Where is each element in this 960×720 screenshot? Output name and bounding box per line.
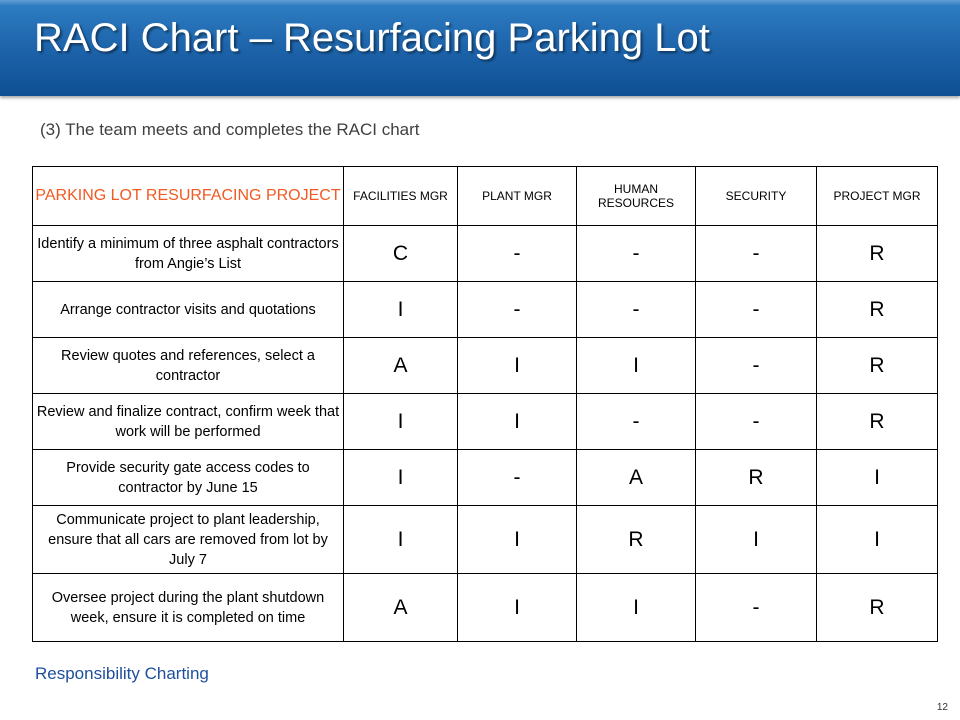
table-row: [33, 394, 938, 450]
raci-code-cell: I: [458, 394, 577, 450]
raci-code-cell: I: [458, 574, 577, 642]
raci-code-cell: R: [817, 338, 938, 394]
task-cell: Review and finalize contract, confirm week that work will be performed: [33, 394, 344, 450]
task-cell: Identify a minimum of three asphalt contractors from Angie’s List: [33, 226, 344, 282]
raci-code-cell: I: [344, 450, 458, 506]
raci-code-cell: R: [817, 394, 938, 450]
task-cell: Provide security gate access codes to contractor by June 15: [33, 450, 344, 506]
raci-code-cell: -: [458, 282, 577, 338]
raci-code-cell: -: [696, 226, 817, 282]
raci-code-cell: R: [817, 282, 938, 338]
table-row: [33, 226, 938, 282]
slide-subtitle: (3) The team meets and completes the RACI chart: [40, 120, 420, 139]
raci-code-cell: R: [817, 574, 938, 642]
raci-code-cell: R: [817, 226, 938, 282]
raci-code-cell: A: [344, 574, 458, 642]
task-cell: Oversee project during the plant shutdown week, ensure it is completed on time: [33, 574, 344, 642]
table-row: [33, 450, 938, 506]
page-number: 12: [936, 702, 948, 713]
raci-code-cell: I: [344, 282, 458, 338]
table-header-row: [33, 167, 938, 226]
raci-code-cell: I: [344, 394, 458, 450]
task-cell: Communicate project to plant leadership, ensure that all cars are removed from lot by July 7: [33, 506, 344, 574]
raci-code-cell: R: [577, 506, 696, 574]
raci-table: [32, 166, 938, 642]
role-header-security: SECURITY: [696, 167, 817, 226]
footer-label: Responsibility Charting: [35, 664, 209, 683]
role-header-facilities-mgr: FACILITIES MGR: [344, 167, 458, 226]
raci-code-cell: I: [577, 574, 696, 642]
raci-code-cell: I: [458, 506, 577, 574]
raci-code-cell: I: [344, 506, 458, 574]
role-header-plant-mgr: PLANT MGR: [458, 167, 577, 226]
raci-code-cell: I: [817, 506, 938, 574]
project-heading: PARKING LOT RESURFACING PROJECT: [33, 167, 344, 226]
table-row: [33, 338, 938, 394]
raci-code-cell: -: [577, 394, 696, 450]
role-header-human-resources: HUMAN RESOURCES: [577, 167, 696, 226]
raci-code-cell: C: [344, 226, 458, 282]
raci-code-cell: -: [696, 394, 817, 450]
raci-code-cell: -: [696, 574, 817, 642]
raci-code-cell: -: [458, 226, 577, 282]
raci-code-cell: A: [577, 450, 696, 506]
raci-code-cell: I: [458, 338, 577, 394]
raci-code-cell: I: [817, 450, 938, 506]
slide-title: RACI Chart – Resurfacing Parking Lot: [34, 16, 710, 60]
raci-code-cell: -: [696, 282, 817, 338]
raci-code-cell: -: [696, 338, 817, 394]
table-row: [33, 282, 938, 338]
task-cell: Review quotes and references, select a contractor: [33, 338, 344, 394]
task-cell: Arrange contractor visits and quotations: [33, 282, 344, 338]
role-header-project-mgr: PROJECT MGR: [817, 167, 938, 226]
table-row: [33, 506, 938, 574]
raci-code-cell: I: [696, 506, 817, 574]
raci-code-cell: -: [458, 450, 577, 506]
raci-code-cell: A: [344, 338, 458, 394]
raci-code-cell: I: [577, 338, 696, 394]
raci-code-cell: -: [577, 226, 696, 282]
raci-code-cell: R: [696, 450, 817, 506]
title-bar: [0, 0, 960, 96]
raci-code-cell: -: [577, 282, 696, 338]
table-row: [33, 574, 938, 642]
